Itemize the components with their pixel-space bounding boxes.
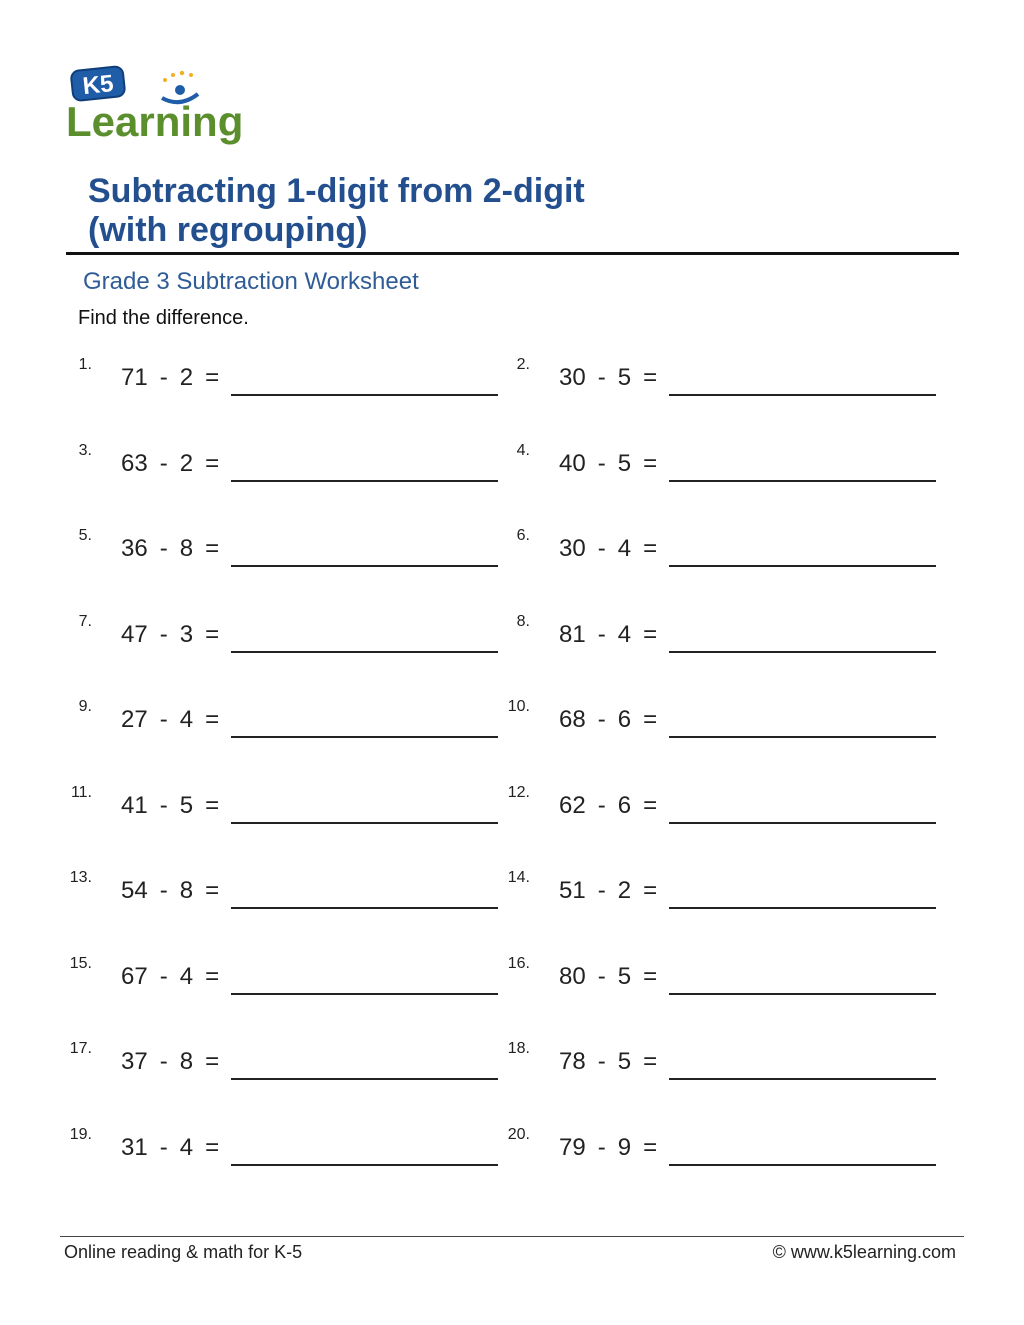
subtrahend: 4 [179, 706, 194, 733]
problem-item [64, 356, 504, 396]
problem-expression [559, 535, 657, 563]
minus-sign: - [597, 877, 606, 904]
title-line-1: Subtracting 1-digit from 2-digit [88, 172, 585, 210]
problem-number: 20. [507, 1126, 530, 1143]
minuend: 78 [559, 1048, 586, 1075]
problem-expression [559, 792, 657, 820]
subtrahend: 3 [179, 621, 194, 648]
subtrahend: 6 [617, 706, 632, 733]
footer-tagline: Online reading & math for K-5 [64, 1242, 303, 1262]
subtrahend: 8 [179, 877, 194, 904]
answer-line[interactable] [669, 651, 936, 653]
minuend: 36 [121, 535, 148, 562]
problem-expression [559, 450, 657, 478]
minus-sign: - [597, 621, 606, 648]
subtrahend: 5 [617, 1048, 632, 1075]
equals-sign: = [205, 1048, 220, 1075]
problem-expression [559, 621, 657, 649]
minuend: 51 [559, 877, 586, 904]
problem-number: 9. [78, 698, 92, 715]
problem-item [502, 527, 942, 567]
problem-expression [559, 706, 657, 734]
problem-number: 11. [70, 784, 92, 801]
problem-expression [559, 364, 657, 392]
equals-sign: = [205, 706, 220, 733]
answer-line[interactable] [231, 822, 498, 824]
problem-number: 12. [507, 784, 530, 801]
footer-website: © www.k5learning.com [772, 1242, 956, 1262]
equals-sign: = [643, 535, 658, 562]
minuend: 27 [121, 706, 148, 733]
problem-number: 14. [507, 869, 530, 886]
problem-number: 3. [78, 442, 92, 459]
subtrahend: 8 [179, 1048, 194, 1075]
minus-sign: - [159, 364, 168, 391]
answer-line[interactable] [231, 1078, 498, 1080]
subtrahend: 4 [179, 963, 194, 990]
minuend: 41 [121, 792, 148, 819]
problem-number: 4. [516, 442, 530, 459]
answer-line[interactable] [669, 394, 936, 396]
minuend: 30 [559, 364, 586, 391]
problem-item [502, 356, 942, 396]
title-divider [66, 252, 959, 255]
minuend: 54 [121, 877, 148, 904]
minuend: 81 [559, 621, 586, 648]
answer-line[interactable] [231, 993, 498, 995]
answer-line[interactable] [231, 394, 498, 396]
equals-sign: = [643, 621, 658, 648]
minus-sign: - [597, 1134, 606, 1161]
answer-line[interactable] [231, 651, 498, 653]
minuend: 63 [121, 450, 148, 477]
minus-sign: - [597, 963, 606, 990]
instruction-text: Find the difference. [78, 307, 249, 329]
problem-number: 7. [78, 613, 92, 630]
problem-item [502, 955, 942, 995]
answer-line[interactable] [231, 480, 498, 482]
problem-expression [121, 1048, 219, 1076]
equals-sign: = [643, 1048, 658, 1075]
problem-item [502, 1126, 942, 1166]
problem-expression [121, 364, 219, 392]
problem-number: 5. [78, 527, 92, 544]
answer-line[interactable] [231, 565, 498, 567]
problem-expression [121, 450, 219, 478]
subtrahend: 2 [179, 450, 194, 477]
equals-sign: = [643, 963, 658, 990]
minuend: 47 [121, 621, 148, 648]
problem-number: 19. [69, 1126, 92, 1143]
equals-sign: = [643, 364, 658, 391]
subtrahend: 4 [617, 621, 632, 648]
answer-line[interactable] [669, 565, 936, 567]
subtrahend: 2 [179, 364, 194, 391]
answer-line[interactable] [669, 907, 936, 909]
equals-sign: = [643, 1134, 658, 1161]
subtrahend: 5 [179, 792, 194, 819]
worksheet-title [88, 172, 585, 250]
equals-sign: = [205, 450, 220, 477]
subtrahend: 9 [617, 1134, 632, 1161]
footer-divider [60, 1236, 964, 1237]
answer-line[interactable] [669, 1164, 936, 1166]
problem-expression [121, 877, 219, 905]
equals-sign: = [205, 535, 220, 562]
problem-expression [121, 621, 219, 649]
minus-sign: - [597, 1048, 606, 1075]
problem-number: 8. [516, 613, 530, 630]
problem-expression [121, 963, 219, 991]
problem-number: 17. [69, 1040, 92, 1057]
answer-line[interactable] [669, 736, 936, 738]
problem-expression [559, 1134, 657, 1162]
problem-item [64, 869, 504, 909]
minus-sign: - [159, 1048, 168, 1075]
problem-item [502, 613, 942, 653]
minuend: 40 [559, 450, 586, 477]
problem-expression [121, 1134, 219, 1162]
problem-expression [121, 535, 219, 563]
problem-expression [121, 792, 219, 820]
answer-line[interactable] [669, 480, 936, 482]
problem-item [64, 1040, 504, 1080]
subtrahend: 8 [179, 535, 194, 562]
minuend: 79 [559, 1134, 586, 1161]
minus-sign: - [597, 364, 606, 391]
problem-item [502, 1040, 942, 1080]
problem-item [502, 869, 942, 909]
problem-number: 2. [516, 356, 530, 373]
answer-line[interactable] [669, 822, 936, 824]
problem-expression [559, 1048, 657, 1076]
minuend: 62 [559, 792, 586, 819]
equals-sign: = [643, 706, 658, 733]
minuend: 30 [559, 535, 586, 562]
minus-sign: - [159, 535, 168, 562]
equals-sign: = [205, 963, 220, 990]
problem-number: 15. [69, 955, 92, 972]
problem-number: 10. [507, 698, 530, 715]
minus-sign: - [597, 450, 606, 477]
equals-sign: = [205, 1134, 220, 1161]
subtrahend: 6 [617, 792, 632, 819]
subtrahend: 4 [179, 1134, 194, 1161]
answer-line[interactable] [231, 1164, 498, 1166]
minuend: 71 [121, 364, 148, 391]
minus-sign: - [159, 963, 168, 990]
problem-item [64, 527, 504, 567]
minuend: 80 [559, 963, 586, 990]
answer-line[interactable] [231, 736, 498, 738]
problem-item [502, 784, 942, 824]
worksheet-subtitle: Grade 3 Subtraction Worksheet [83, 268, 419, 295]
minus-sign: - [597, 706, 606, 733]
minus-sign: - [597, 535, 606, 562]
logo-word: Learning [66, 98, 244, 145]
minus-sign: - [597, 792, 606, 819]
problem-number: 18. [507, 1040, 530, 1057]
equals-sign: = [205, 364, 220, 391]
equals-sign: = [205, 877, 220, 904]
problem-expression [559, 963, 657, 991]
problem-expression [121, 706, 219, 734]
minuend: 67 [121, 963, 148, 990]
minus-sign: - [159, 877, 168, 904]
problem-item [64, 784, 504, 824]
equals-sign: = [643, 792, 658, 819]
minus-sign: - [159, 792, 168, 819]
problem-item [502, 698, 942, 738]
problem-number: 13. [69, 869, 92, 886]
answer-line[interactable] [669, 993, 936, 995]
subtrahend: 2 [617, 877, 632, 904]
minuend: 37 [121, 1048, 148, 1075]
problem-number: 16. [507, 955, 530, 972]
problem-item [502, 442, 942, 482]
minus-sign: - [159, 621, 168, 648]
problem-item [64, 955, 504, 995]
answer-line[interactable] [669, 1078, 936, 1080]
problem-item [64, 613, 504, 653]
minus-sign: - [159, 706, 168, 733]
subtrahend: 4 [617, 535, 632, 562]
answer-line[interactable] [231, 907, 498, 909]
problem-item [64, 1126, 504, 1166]
minus-sign: - [159, 1134, 168, 1161]
problem-number: 6. [516, 527, 530, 544]
minuend: 68 [559, 706, 586, 733]
equals-sign: = [205, 621, 220, 648]
equals-sign: = [643, 450, 658, 477]
minuend: 31 [121, 1134, 148, 1161]
subtrahend: 5 [617, 450, 632, 477]
subtrahend: 5 [617, 364, 632, 391]
equals-sign: = [205, 792, 220, 819]
k5-learning-logo [64, 64, 250, 146]
problem-expression [559, 877, 657, 905]
problem-item [64, 698, 504, 738]
problem-number: 1. [78, 356, 92, 373]
title-line-2: (with regrouping) [88, 211, 368, 249]
subtrahend: 5 [617, 963, 632, 990]
logo-badge-text: K5 [81, 70, 115, 101]
problem-item [64, 442, 504, 482]
minus-sign: - [159, 450, 168, 477]
equals-sign: = [643, 877, 658, 904]
